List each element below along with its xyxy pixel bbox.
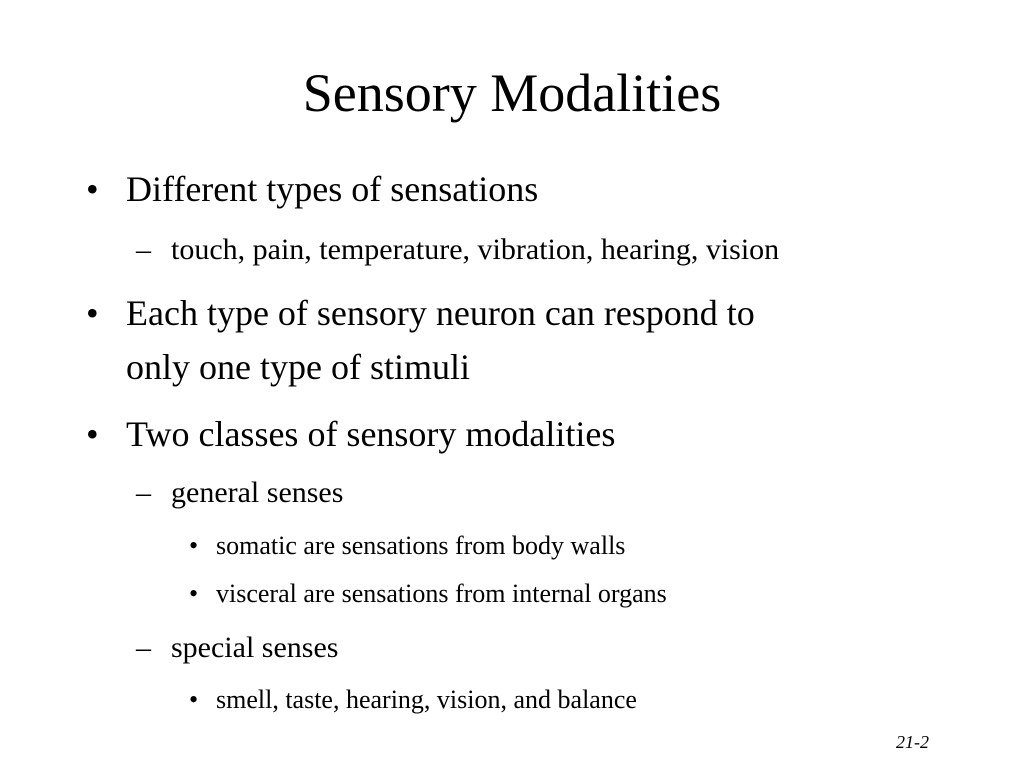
sub-sub-bullet-text: visceral are sensations from internal organs (216, 579, 667, 608)
bullet-marker: • (86, 293, 99, 333)
sub-bullet-text: touch, pain, temperature, vibration, hearing, vision (171, 233, 780, 266)
sub-bullet-item (136, 475, 344, 511)
bullet-marker: • (86, 169, 99, 209)
bullet-continuation (126, 341, 470, 394)
bullet-item (86, 163, 539, 216)
sub-sub-bullet-text: somatic are sensations from body walls (216, 531, 626, 560)
bullet-item (86, 408, 616, 461)
sub-sub-bullet-item (189, 684, 637, 716)
bullet-text: Each type of sensory neuron can respond to (126, 293, 755, 333)
sub-bullet-item (136, 630, 339, 666)
slide-number: 21-2 (896, 732, 929, 752)
sub-sub-bullet-item (189, 530, 626, 562)
sub-bullet-item (136, 232, 780, 268)
bullet-marker: • (189, 531, 199, 560)
sub-sub-bullet-text: smell, taste, hearing, vision, and balance (216, 685, 637, 714)
bullet-item (86, 287, 755, 340)
bullet-text: only one type of stimuli (126, 347, 470, 387)
dash-marker: – (136, 476, 151, 509)
bullet-marker: • (189, 579, 199, 608)
dash-marker: – (136, 233, 151, 266)
slide-title: Sensory Modalities (302, 63, 722, 123)
bullet-text: Two classes of sensory modalities (126, 414, 616, 454)
bullet-marker: • (189, 685, 199, 714)
sub-bullet-text: general senses (171, 476, 344, 509)
sub-sub-bullet-item (189, 578, 667, 610)
sub-bullet-text: special senses (171, 631, 339, 664)
bullet-text: Different types of sensations (126, 169, 539, 209)
bullet-marker: • (86, 414, 99, 454)
dash-marker: – (136, 631, 151, 664)
